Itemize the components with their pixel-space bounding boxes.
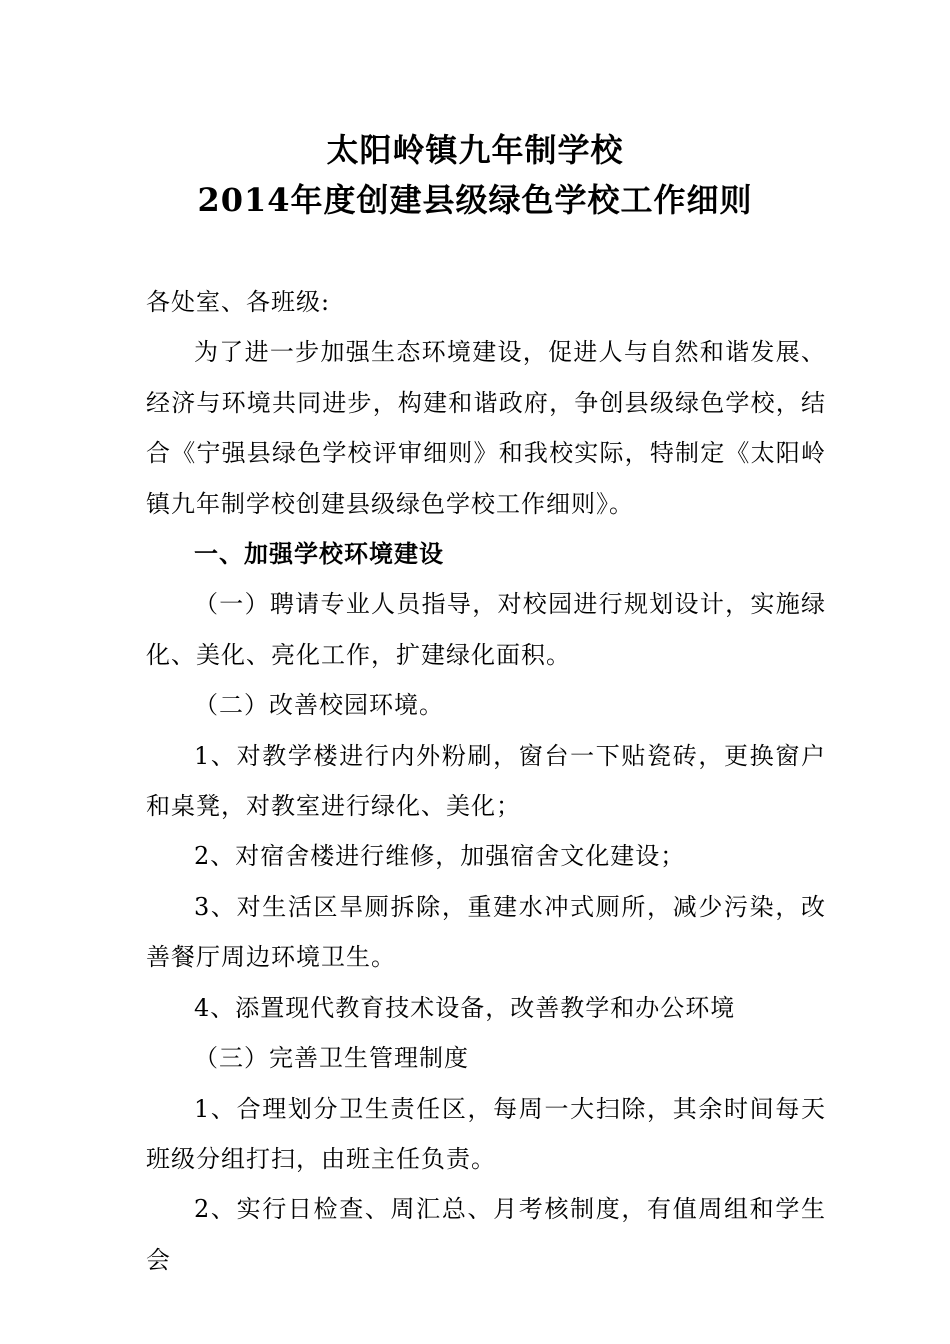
item-3-1: 1、合理划分卫生责任区，每周一大扫除，其余时间每天班级分组打扫，由班主任负责。 (146, 1094, 826, 1173)
document-body (146, 277, 826, 1285)
item-2-1: 1、对教学楼进行内外粉刷，窗台一下贴瓷砖，更换窗户和桌凳，对教室进行绿化、美化； (146, 741, 826, 821)
salutation: 各处室、各班级: (146, 288, 331, 316)
section-heading-1: 一、加强学校环境建设 (194, 540, 444, 569)
item-2-3: 3、对生活区旱厕拆除，重建水冲式厕所，减少污染，改善餐厅周边环境卫生。 (146, 892, 826, 972)
item-3-2: 2、实行日检查、周汇总、月考核制度，有值周组和学生会 (146, 1195, 826, 1274)
item-1: （一）聘请专业人员指导，对校园进行规划设计，实施绿化、美化、亮化工作，扩建绿化面积。 (146, 590, 826, 669)
item-3: （三）完善卫生管理制度 (194, 1044, 469, 1073)
item-2-4: 4、添置现代教育技术设备，改善教学和办公环境 (194, 993, 736, 1022)
item-2: （二）改善校园环境。 (194, 691, 444, 720)
item-2-2: 2、对宿舍楼进行维修，加强宿舍文化建设； (194, 842, 686, 871)
intro-paragraph: 为了进一步加强生态环境建设，促进人与自然和谐发展、经济与环境共同进步，构建和谐政府，争创县级绿色学校，结合《宁强县绿色学校评审细则》和我校实际，特制定《太阳岭镇九年制学校创建县级绿色学校工作细则》。 (146, 338, 826, 518)
document-title-line1: 太阳岭镇九年制学校 (326, 131, 624, 169)
document-title-line2: 2014年度创建县级绿色学校工作细则 (197, 181, 753, 219)
